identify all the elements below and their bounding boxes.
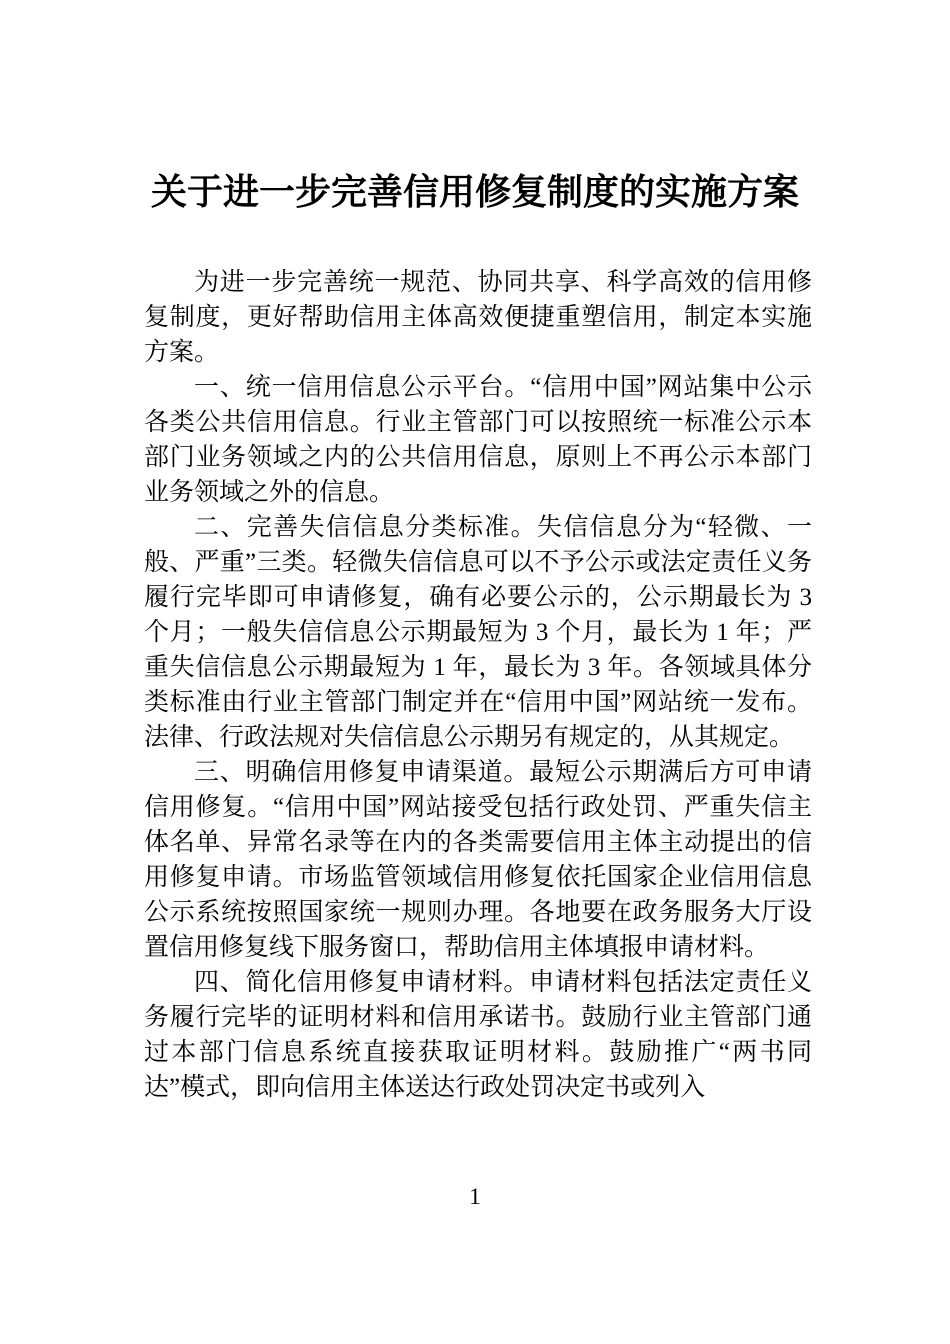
paragraph-section-4: 四、简化信用修复申请材料。申请材料包括法定责任义务履行完毕的证明材料和信用承诺书。鼓励行业主管部门通过本部门信息系统直接获取证明材料。鼓励推广“两书同达”模式，即向信用主体送达行政处罚决定书或列入	[144, 969, 812, 1102]
paragraph-section-2: 二、完善失信信息分类标准。失信信息分为“轻微、一般、严重”三类。轻微失信信息可以不予公示或法定责任义务履行完毕即可申请修复，确有必要公示的，公示期最长为 3 个月；一般失信信息公示期最短为 3 个月，最长为 1 年；严重失信信息公示期最短为 1 年，最长为 3 年。各领域具体分类标准由行业主管部门制定并在“信用中国”网站统一发布。法律、行政法规对失信信息公示期另有规定的，从其规定。	[144, 514, 812, 752]
paragraph-section-1: 一、统一信用信息公示平台。“信用中国”网站集中公示各类公共信用信息。行业主管部门可以按照统一标准公示本部门业务领域之内的公共信用信息，原则上不再公示本部门业务领域之外的信息。	[144, 374, 812, 507]
document-title: 关于进一步完善信用修复制度的实施方案	[150, 171, 799, 212]
paragraph-section-3: 三、明确信用修复申请渠道。最短公示期满后方可申请信用修复。“信用中国”网站接受包括行政处罚、严重失信主体名单、异常名录等在内的各类需要信用主体主动提出的信用修复申请。市场监管领域信用修复依托国家企业信用信息公示系统按照国家统一规则办理。各地要在政务服务大厅设置信用修复线下服务窗口，帮助信用主体填报申请材料。	[144, 759, 812, 962]
paragraph-intro: 为进一步完善统一规范、协同共享、科学高效的信用修复制度，更好帮助信用主体高效便捷重塑信用，制定本实施方案。	[144, 269, 812, 367]
page-number: 1	[469, 1184, 481, 1209]
document-body	[144, 265, 812, 1105]
